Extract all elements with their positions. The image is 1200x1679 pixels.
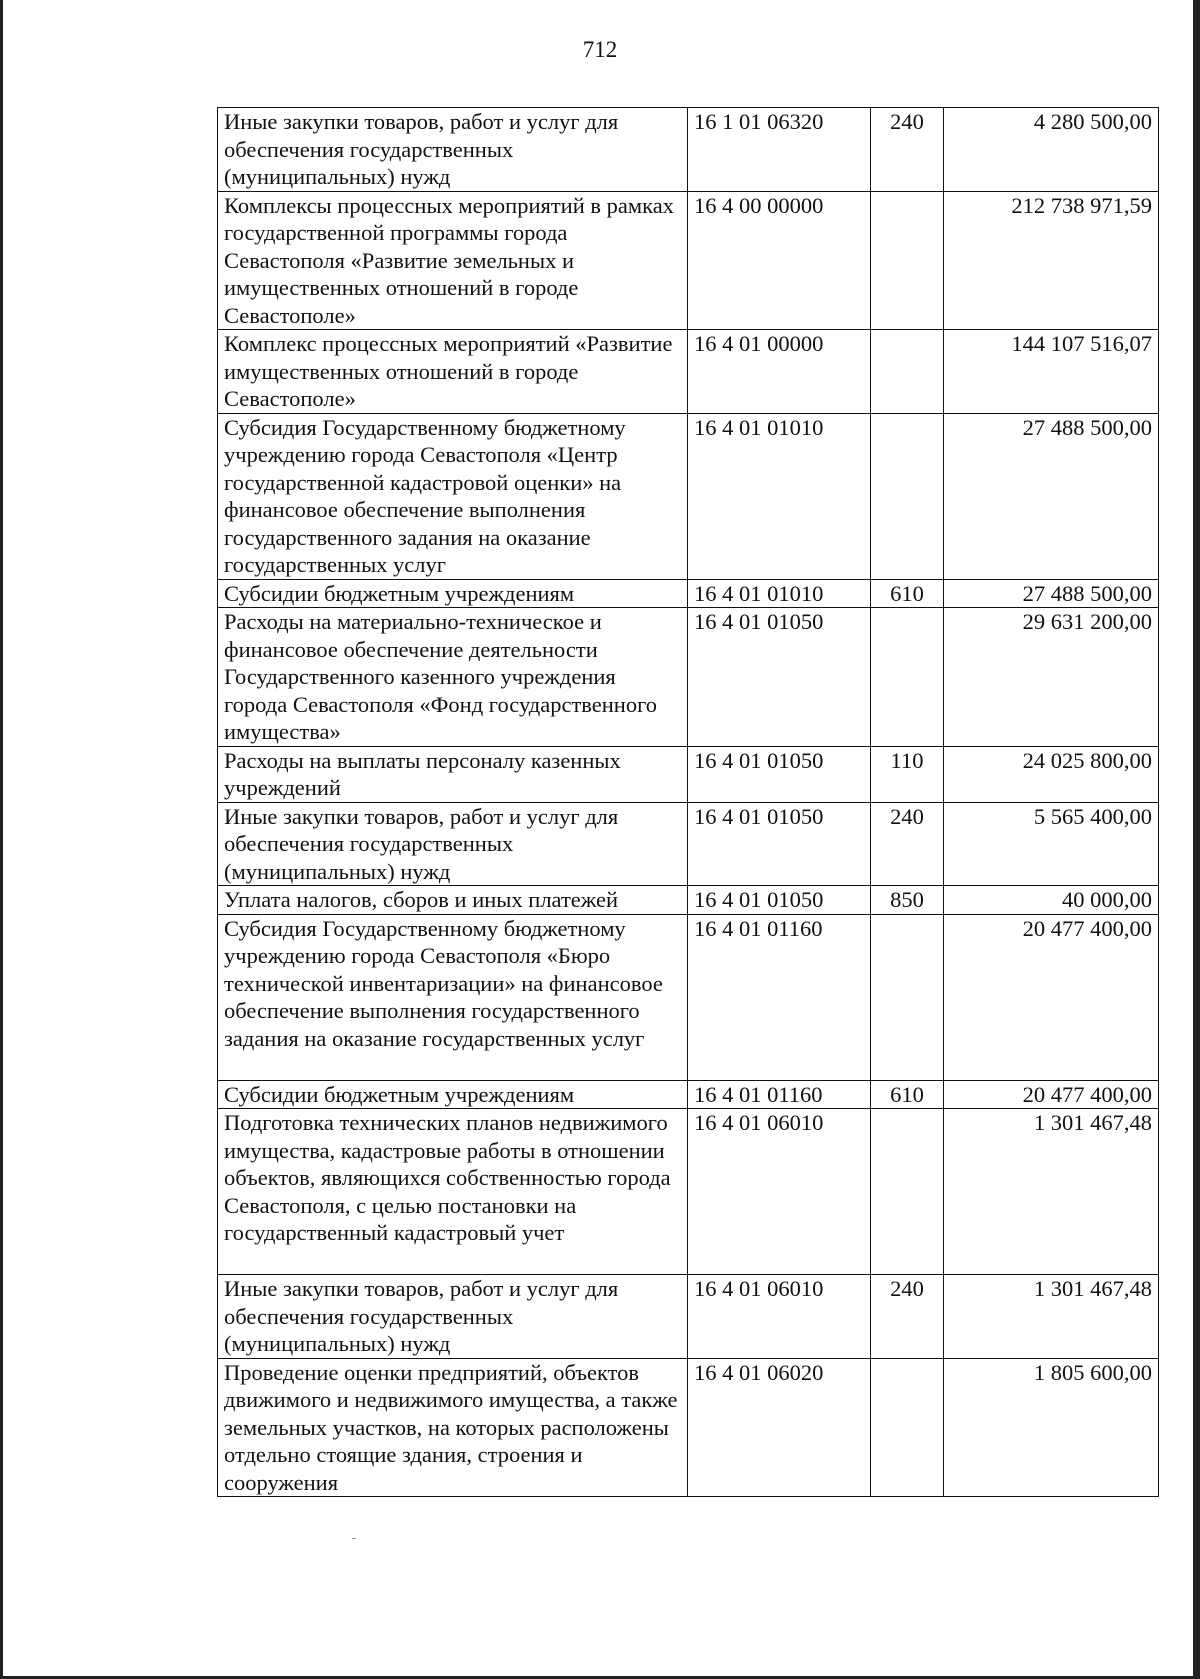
row-amount: 1 805 600,00 bbox=[944, 1358, 1159, 1497]
row-name: Расходы на материально-техническое и финансовое обеспечение деятельности Государственного казенного учреждения города Севастополя «Фонд государственного имущества» bbox=[218, 608, 688, 747]
row-code: 16 4 01 01160 bbox=[688, 914, 871, 1080]
row-kind: 610 bbox=[871, 579, 944, 608]
row-amount: 27 488 500,00 bbox=[944, 413, 1159, 579]
row-amount: 20 477 400,00 bbox=[944, 1080, 1159, 1109]
row-kind: 240 bbox=[871, 802, 944, 886]
table-row bbox=[218, 914, 1159, 1080]
row-amount: 20 477 400,00 bbox=[944, 914, 1159, 1080]
row-code: 16 4 01 01160 bbox=[688, 1080, 871, 1109]
row-name: Проведение оценки предприятий, объектов движимого и недвижимого имущества, а также земельных участков, на которых расположены отдельно стоящие здания, строения и сооружения bbox=[218, 1358, 688, 1497]
row-amount: 4 280 500,00 bbox=[944, 108, 1159, 192]
row-amount: 24 025 800,00 bbox=[944, 746, 1159, 802]
page-number: 712 bbox=[582, 37, 618, 62]
row-name: Расходы на выплаты персоналу казенных учреждений bbox=[218, 746, 688, 802]
row-code: 16 1 01 06320 bbox=[688, 108, 871, 192]
row-amount: 5 565 400,00 bbox=[944, 802, 1159, 886]
row-name: Субсидии бюджетным учреждениям bbox=[218, 1080, 688, 1109]
table-row bbox=[218, 802, 1159, 886]
row-kind bbox=[871, 914, 944, 1080]
scan-left-edge bbox=[0, 0, 3, 1679]
table-row bbox=[218, 1358, 1159, 1497]
row-name: Иные закупки товаров, работ и услуг для обеспечения государственных (муниципальных) нужд bbox=[218, 802, 688, 886]
row-kind: 850 bbox=[871, 886, 944, 915]
row-code: 16 4 01 01050 bbox=[688, 802, 871, 886]
row-amount: 29 631 200,00 bbox=[944, 608, 1159, 747]
table-row bbox=[218, 413, 1159, 579]
table-row bbox=[218, 1275, 1159, 1359]
row-code: 16 4 01 06010 bbox=[688, 1275, 871, 1359]
row-code: 16 4 01 01010 bbox=[688, 579, 871, 608]
row-code: 16 4 01 01050 bbox=[688, 886, 871, 915]
row-amount: 1 301 467,48 bbox=[944, 1109, 1159, 1275]
budget-table bbox=[217, 107, 1159, 1497]
table-row bbox=[218, 191, 1159, 330]
row-name: Субсидия Государственному бюджетному учреждению города Севастополя «Бюро технической инвентаризации» на финансовое обеспечение выполнения государственного задания на оказание государственных услуг bbox=[218, 914, 688, 1080]
row-kind bbox=[871, 413, 944, 579]
row-code: 16 4 01 01050 bbox=[688, 608, 871, 747]
row-kind: 110 bbox=[871, 746, 944, 802]
row-code: 16 4 01 06020 bbox=[688, 1358, 871, 1497]
row-code: 16 4 01 01010 bbox=[688, 413, 871, 579]
row-code: 16 4 01 01050 bbox=[688, 746, 871, 802]
row-amount: 1 301 467,48 bbox=[944, 1275, 1159, 1359]
row-kind: 610 bbox=[871, 1080, 944, 1109]
row-amount: 27 488 500,00 bbox=[944, 579, 1159, 608]
scan-speck bbox=[352, 1538, 356, 1539]
row-name: Подготовка технических планов недвижимого имущества, кадастровые работы в отношении объектов, являющихся собственностью города Севастополя, с целью постановки на государственный кадастровый учет bbox=[218, 1109, 688, 1275]
row-amount: 40 000,00 bbox=[944, 886, 1159, 915]
row-kind bbox=[871, 608, 944, 747]
table-row bbox=[218, 608, 1159, 747]
row-kind bbox=[871, 191, 944, 330]
table-row bbox=[218, 886, 1159, 915]
table-row bbox=[218, 1109, 1159, 1275]
row-name: Иные закупки товаров, работ и услуг для обеспечения государственных (муниципальных) нужд bbox=[218, 108, 688, 192]
row-name: Уплата налогов, сборов и иных платежей bbox=[218, 886, 688, 915]
row-amount: 144 107 516,07 bbox=[944, 330, 1159, 414]
row-name: Комплексы процессных мероприятий в рамках государственной программы города Севастополя «Развитие земельных и имущественных отношений в городе Севастополе» bbox=[218, 191, 688, 330]
row-name: Иные закупки товаров, работ и услуг для обеспечения государственных (муниципальных) нужд bbox=[218, 1275, 688, 1359]
row-kind bbox=[871, 1109, 944, 1275]
row-amount: 212 738 971,59 bbox=[944, 191, 1159, 330]
row-name: Комплекс процессных мероприятий «Развитие имущественных отношений в городе Севастополе» bbox=[218, 330, 688, 414]
row-code: 16 4 01 06010 bbox=[688, 1109, 871, 1275]
row-kind: 240 bbox=[871, 108, 944, 192]
table-row bbox=[218, 108, 1159, 192]
table-row bbox=[218, 1080, 1159, 1109]
table-row bbox=[218, 330, 1159, 414]
row-kind bbox=[871, 1358, 944, 1497]
row-code: 16 4 00 00000 bbox=[688, 191, 871, 330]
table-row bbox=[218, 746, 1159, 802]
row-kind bbox=[871, 330, 944, 414]
scan-right-edge bbox=[1193, 0, 1200, 1679]
row-name: Субсидии бюджетным учреждениям bbox=[218, 579, 688, 608]
table-row bbox=[218, 579, 1159, 608]
row-kind: 240 bbox=[871, 1275, 944, 1359]
row-name: Субсидия Государственному бюджетному учреждению города Севастополя «Центр государственной кадастровой оценки» на финансовое обеспечение выполнения государственного задания на оказание государственных услуг bbox=[218, 413, 688, 579]
row-code: 16 4 01 00000 bbox=[688, 330, 871, 414]
